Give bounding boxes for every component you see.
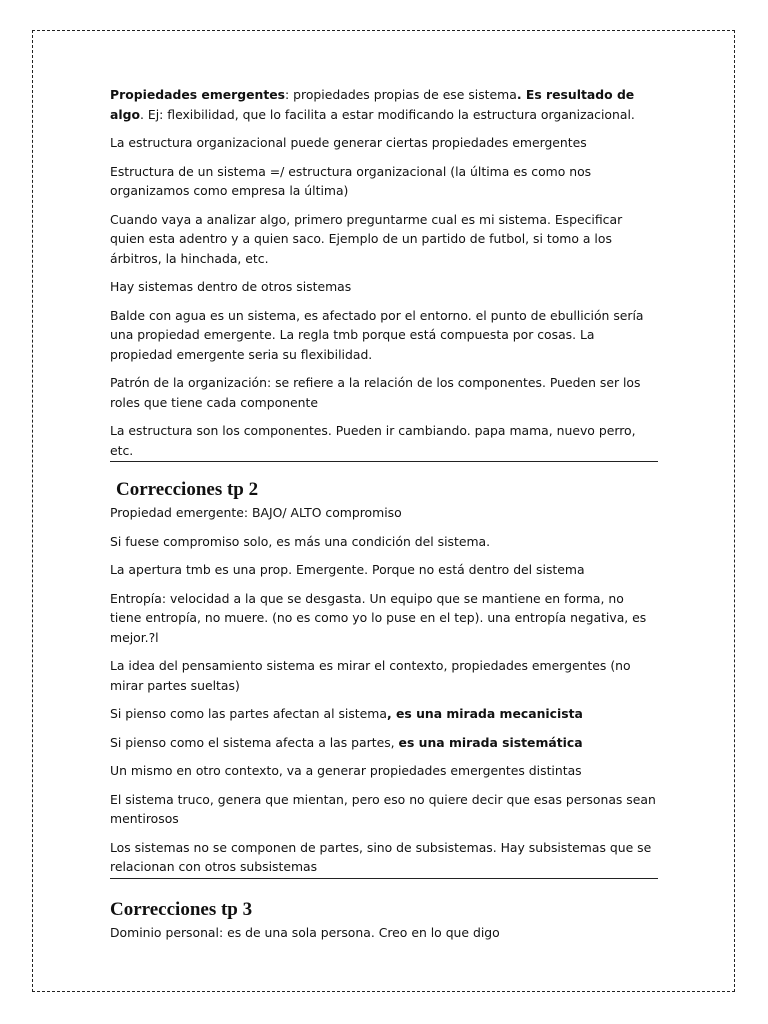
bold-text: . Es resultado de algo <box>110 87 635 122</box>
text-run: Patrón de la organización: se refiere a la relación de los componentes. Pueden ser los roles que tiene cada componente <box>110 375 641 410</box>
paragraph <box>110 277 658 297</box>
section-tp2 <box>110 503 658 877</box>
text-run: Dominio personal: es de una sola persona. Creo en lo que digo <box>110 924 500 940</box>
text-run: Balde con agua es un sistema, es afectado por el entorno. el punto de ebullición sería una propiedad emergente. La regla tmb porque está compuesta por cosas. La propiedad emergente seria su flexibilidad. <box>110 307 644 362</box>
paragraph <box>110 133 658 153</box>
heading-correcciones-tp2: Correcciones tp 2 <box>116 479 259 500</box>
text-run: . Ej: flexibilidad, que lo facilita a estar modificando la estructura organizacional. <box>140 106 635 122</box>
heading-correcciones-tp3: Correcciones tp 3 <box>110 898 253 920</box>
section-divider <box>110 878 658 879</box>
text-run: Propiedad emergente: BAJO/ ALTO compromiso <box>110 505 402 520</box>
paragraph <box>110 923 658 943</box>
paragraph <box>110 790 658 829</box>
bold-text: Propiedades emergentes <box>110 87 286 102</box>
document-content <box>110 85 658 951</box>
paragraph <box>110 373 658 412</box>
paragraph <box>110 210 658 269</box>
paragraph <box>110 306 658 365</box>
paragraph <box>110 704 658 724</box>
paragraph <box>110 761 658 781</box>
text-run: : propiedades propias de ese sistema <box>285 87 517 102</box>
text-run: La estructura organizacional puede generar ciertas propiedades emergentes <box>110 135 587 150</box>
paragraph <box>110 733 658 753</box>
paragraph <box>110 589 658 648</box>
paragraph <box>110 560 658 580</box>
text-run: Si pienso como las partes afectan al sistema <box>110 706 387 721</box>
text-run: Hay sistemas dentro de otros sistemas <box>110 279 352 294</box>
text-run: La apertura tmb es una prop. Emergente. Porque no está dentro del sistema <box>110 562 585 577</box>
section-divider <box>110 461 658 462</box>
text-run: Si pienso como el sistema afecta a las partes, <box>110 734 399 750</box>
text-run: Un mismo en otro contexto, va a generar propiedades emergentes distintas <box>110 763 582 778</box>
text-run: Si fuese compromiso solo, es más una condición del sistema. <box>110 533 491 549</box>
text-run: La idea del pensamiento sistema es mirar el contexto, propiedades emergentes (no mirar partes sueltas) <box>110 658 631 693</box>
paragraph <box>110 421 658 460</box>
paragraph <box>110 838 658 877</box>
section-notes <box>110 85 658 460</box>
text-run: La estructura son los componentes. Pueden ir cambiando. papa mama, nuevo perro, etc. <box>110 423 636 458</box>
text-run: Entropía: velocidad a la que se desgasta. Un equipo que se mantiene en forma, no tiene entropía, no muere. (no es como yo lo puse en el tep). una entropía negativa, es mejor.?l <box>110 590 647 645</box>
text-run: Los sistemas no se componen de partes, sino de subsistemas. Hay subsistemas que se relacionan con otros subsistemas <box>110 839 652 874</box>
paragraph <box>110 532 658 552</box>
paragraph <box>110 85 658 124</box>
bold-text: es una mirada sistemática <box>398 734 583 750</box>
text-run: Cuando vaya a analizar algo, primero preguntarme cual es mi sistema. Especificar quien esta adentro y a quien saco. Ejemplo de un partido de futbol, si tomo a los árbitros, la hinchada, etc. <box>110 211 623 266</box>
text-run: El sistema truco, genera que mientan, pero eso no quiere decir que esas personas sean mentirosos <box>110 791 656 826</box>
paragraph <box>110 162 658 201</box>
section-tp3 <box>110 923 658 943</box>
paragraph <box>110 503 658 523</box>
text-run: Estructura de un sistema =/ estructura organizacional (la última es como nos organizamos como empresa la última) <box>110 163 592 198</box>
paragraph <box>110 656 658 695</box>
bold-text: , es una mirada mecanicista <box>386 706 583 721</box>
